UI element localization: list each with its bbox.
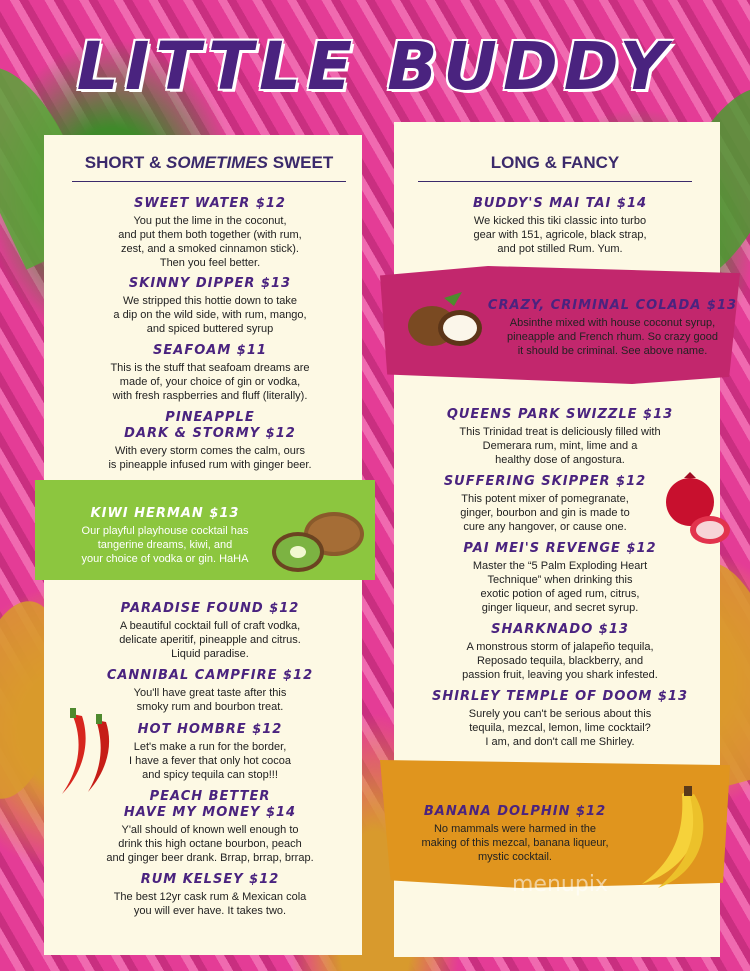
item-name: QUEENS PARK SWIZZLE $13 xyxy=(446,407,674,422)
item-description: The best 12yr cask rum & Mexican cola you will ever have. It takes two. xyxy=(113,891,307,917)
item-description: A monstrous storm of jalapeño tequila, Reposado tequila, blackberry, and passion fruit, leaving you shark infested. xyxy=(462,641,658,681)
item-name: SHIRLEY TEMPLE OF DOOM $13 xyxy=(431,689,689,704)
heading-suffix: SWEET xyxy=(268,153,334,172)
item-name: PINEAPPLE DARK & STORMY $12 xyxy=(124,410,296,441)
item-description: Let's make a run for the border, I have a fever that only hot cocoa and spicy tequila can stop!!! xyxy=(128,741,292,781)
item-name: CANNIBAL CAMPFIRE $12 xyxy=(106,668,314,683)
item-description: You put the lime in the coconut, and put them both together (with rum, zest, and a smoked cinnamon stick). Then you feel better. xyxy=(118,215,302,269)
item-name: KIWI HERMAN $13 xyxy=(90,506,240,521)
menu-item xyxy=(405,689,715,749)
menu-item xyxy=(405,622,715,682)
kiwi-illustration xyxy=(268,508,368,574)
item-name: HOT HOMBRE $12 xyxy=(137,722,283,737)
menu-item-featured xyxy=(485,298,740,358)
pomegranate-illustration xyxy=(658,472,734,548)
item-description: Surely you can't be serious about this tequila, mezcal, lemon, lime cocktail? I am, and don't call me Shirley. xyxy=(468,708,652,748)
item-name: PARADISE FOUND $12 xyxy=(120,601,300,616)
item-description: With every storm comes the calm, ours is pineapple infused rum with ginger beer. xyxy=(108,445,312,471)
menu-item xyxy=(405,474,685,534)
item-name: SEAFOAM $11 xyxy=(153,343,267,358)
item-name: CRAZY, CRIMINAL COLADA $13 xyxy=(487,298,738,313)
item-description: Absinthe mixed with house coconut syrup, pineapple and French rhum. So crazy good it should be criminal. See above name. xyxy=(507,317,718,357)
item-description: This potent mixer of pomegranate, ginger, bourbon and gin is made to cure any hangover, or cause one. xyxy=(460,493,630,533)
heading-prefix: SHORT & xyxy=(84,153,167,172)
item-description: This Trinidad treat is deliciously filled with Demerara rum, mint, lime and a healthy dose of angostura. xyxy=(459,426,661,466)
left-column-heading xyxy=(72,153,346,182)
item-description: Our playful playhouse cocktail has tangerine dreams, kiwi, and your choice of vodka or gin. HaHA xyxy=(81,525,249,565)
item-name: BANANA DOLPHIN $12 xyxy=(423,804,607,819)
item-description: Y'all should of known well enough to drink this high octane bourbon, peach and ginger beer drank. Brrap, brrap, brrap. xyxy=(106,824,314,864)
item-name: SUFFERING SKIPPER $12 xyxy=(443,474,647,489)
item-description: Master the “5 Palm Exploding Heart Technique” when drinking this exotic potion of aged rum, citrus, ginger liqueur, and secret syrup. xyxy=(472,560,648,614)
menu-item xyxy=(60,276,360,336)
menu-item xyxy=(60,343,360,403)
menu-item xyxy=(60,410,360,472)
item-name: SKINNY DIPPER $13 xyxy=(128,276,292,291)
item-description: We kicked this tiki classic into turbo gear with 151, agricole, black strap, and pot stilled Rum. Yum. xyxy=(473,215,647,255)
banana-illustration xyxy=(628,786,714,890)
menu-item xyxy=(60,872,360,918)
item-name: SWEET WATER $12 xyxy=(134,196,286,211)
coconut-illustration xyxy=(404,292,486,354)
item-name: PAI MEI'S REVENGE $12 xyxy=(463,541,657,556)
item-description: A beautiful cocktail full of craft vodka, delicate aperitif, pineapple and citrus. Liquid paradise. xyxy=(119,620,301,660)
item-description: We stripped this hottie down to take a dip on the wild side, with rum, mango, and spiced buttered syrup xyxy=(113,295,307,335)
watermark: menupix xyxy=(512,872,608,897)
item-name: RUM KELSEY $12 xyxy=(140,872,280,887)
item-description: You'll have great taste after this smoky rum and bourbon treat. xyxy=(133,687,287,713)
menu-item-featured xyxy=(400,804,630,864)
chili-pepper-illustration xyxy=(52,706,124,800)
item-name: BUDDY'S MAI TAI $14 xyxy=(472,196,648,211)
menu-item xyxy=(405,196,715,256)
menu-item xyxy=(405,541,715,615)
item-description: No mammals were harmed in the making of this mezcal, banana liqueur, mystic cocktail. xyxy=(421,823,609,863)
menu-item xyxy=(60,789,360,865)
menu-item xyxy=(405,407,715,467)
item-name: SHARKNADO $13 xyxy=(491,622,629,637)
right-column-heading: LONG & FANCY xyxy=(418,153,692,182)
page-title: LITTLE BUDDY xyxy=(76,28,674,105)
item-description: This is the stuff that seafoam dreams are made of, your choice of gin or vodka, with fresh raspberries and fluff (literally). xyxy=(110,362,310,402)
heading-emphasis: SOMETIMES xyxy=(166,153,269,172)
menu-item xyxy=(60,601,360,661)
menu-item-featured xyxy=(40,506,290,566)
menu-item xyxy=(60,196,360,270)
item-name: PEACH BETTER HAVE MY MONEY $14 xyxy=(123,789,297,820)
